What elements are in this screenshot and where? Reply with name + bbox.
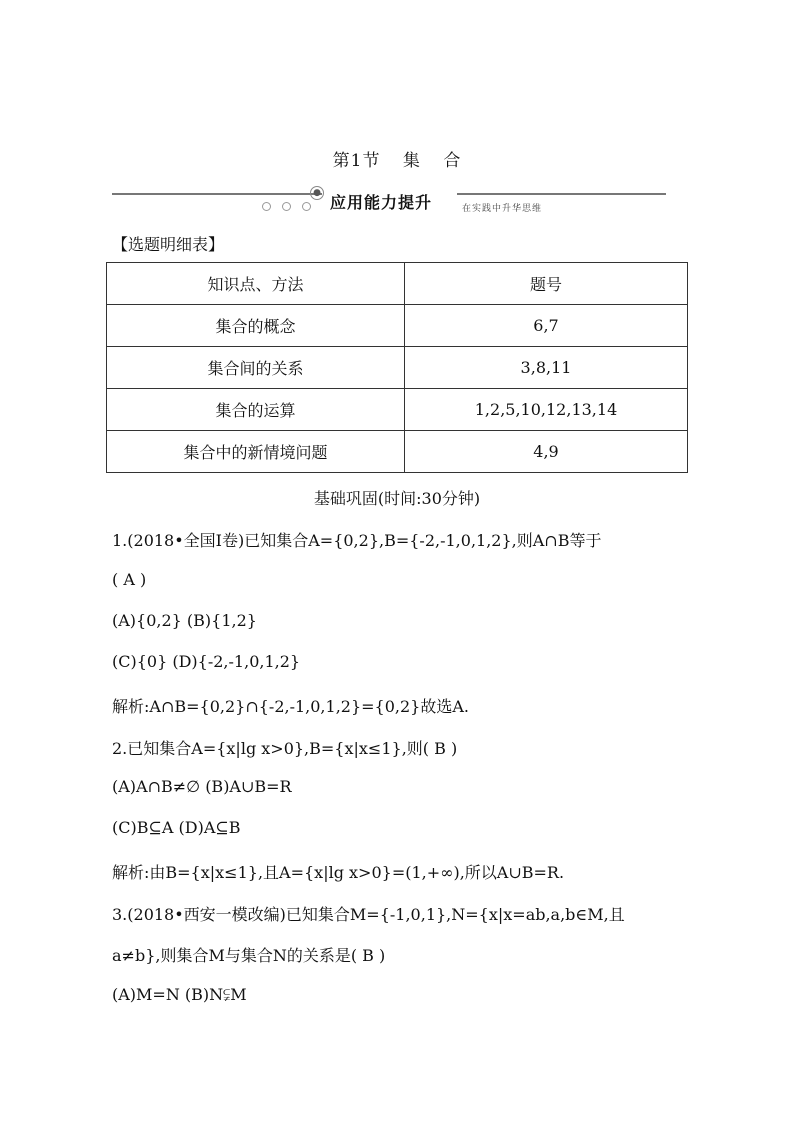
table-row [107,389,688,431]
question-2-options-cd: (C)B⊆A (D)A⊆B [112,818,241,837]
section-word-2: 合 [443,151,462,171]
question-3-stem: 3.(2018•西安一模改编)已知集合M={-1,0,1},N={x|x=ab,a,b∈M,且 [112,905,625,924]
question-1-options-ab: (A){0,2} (B){1,2} [112,611,257,630]
table-header-row [107,263,688,305]
topic-cell: 集合的运算 [107,389,405,431]
header-topic: 知识点、方法 [107,263,405,305]
numbers-cell: 3,8,11 [405,347,688,389]
question-1-solution: 解析:A∩B={0,2}∩{-2,-1,0,1,2}={0,2}故选A. [112,697,469,716]
banner-subtitle: 在实践中升华思维 [462,204,543,214]
section-title [0,146,794,171]
banner-dot-icon [262,202,271,211]
question-2-stem: 2.已知集合A={x|lg x>0},B={x|x≤1},则( B ) [112,739,458,758]
table-row [107,431,688,473]
question-2-solution: 解析:由B={x|x≤1},且A={x|lg x>0}=(1,+∞),所以A∪B=R. [112,863,565,882]
numbers-cell: 6,7 [405,305,688,347]
banner-dot-icon [282,202,291,211]
header-question-numbers: 题号 [405,263,688,305]
topic-table [106,262,688,473]
question-1-answer: ( A ) [112,570,147,589]
table-heading: 【选题明细表】 [112,235,225,254]
topic-cell: 集合的概念 [107,305,405,347]
question-3-stem-cont: a≠b},则集合M与集合N的关系是( B ) [112,946,386,965]
topic-cell: 集合中的新情境问题 [107,431,405,473]
banner-rule-left [112,193,322,195]
numbers-cell: 1,2,5,10,12,13,14 [405,389,688,431]
question-3-options-ab: (A)M=N (B)N⫋M [112,985,247,1004]
banner-dots [262,202,322,212]
banner-rule-right [457,193,666,195]
section-word-1: 集 [402,151,421,171]
topic-cell: 集合间的关系 [107,347,405,389]
question-1-options-cd: (C){0} (D){-2,-1,0,1,2} [112,652,301,671]
table-row [107,347,688,389]
table-row [107,305,688,347]
section-number: 第1节 [332,151,381,171]
banner-dot-icon [302,202,311,211]
section-banner [112,180,666,216]
banner-pin-icon: ● [310,186,324,200]
numbers-cell: 4,9 [405,431,688,473]
question-1-stem: 1.(2018•全国Ⅰ卷)已知集合A={0,2},B={-2,-1,0,1,2},则A∩B等于 [112,531,602,550]
practice-subheading: 基础巩固(时间:30分钟) [313,489,481,508]
banner-title: 应用能力提升 [330,193,433,212]
question-2-options-ab: (A)A∩B≠∅ (B)A∪B=R [112,777,292,796]
